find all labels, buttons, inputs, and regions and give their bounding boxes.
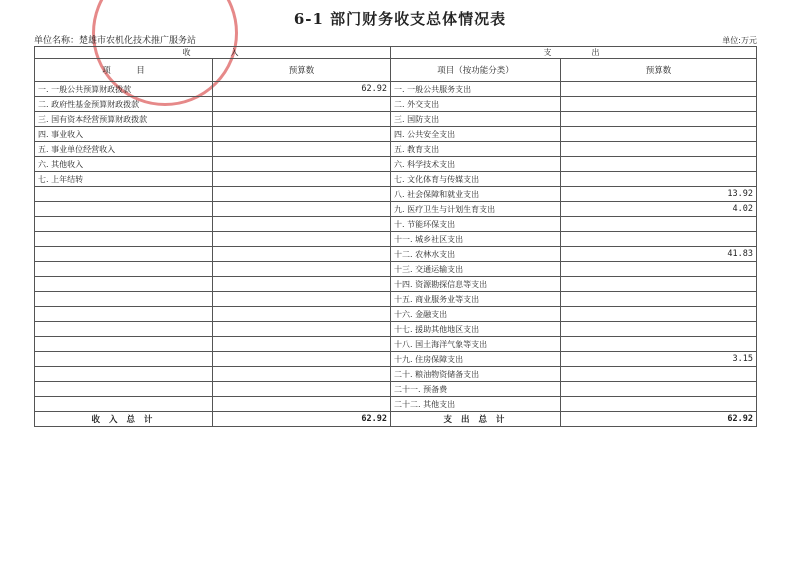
table-row (35, 142, 757, 157)
expense-budget-cell (561, 142, 757, 157)
income-budget-cell (213, 277, 391, 292)
expense-budget-cell (561, 232, 757, 247)
expense-item-cell: 十五. 商业服务业等支出 (391, 292, 561, 307)
expense-section-header: 支 出 (391, 47, 757, 59)
table-row (35, 247, 757, 262)
income-item-cell: 二. 政府性基金预算财政拨款 (35, 97, 213, 112)
expense-item-cell: 十二. 农林水支出 (391, 247, 561, 262)
expense-budget-cell (561, 322, 757, 337)
income-item-cell (35, 397, 213, 412)
income-item-cell (35, 247, 213, 262)
table-row (35, 112, 757, 127)
income-budget-cell (213, 292, 391, 307)
table-row (35, 217, 757, 232)
income-budget-cell (213, 97, 391, 112)
currency-unit-label: 单位:万元 (722, 36, 757, 45)
expense-item-cell: 八. 社会保障和就业支出 (391, 187, 561, 202)
table-row (35, 187, 757, 202)
income-item-cell (35, 307, 213, 322)
expense-item-cell: 十. 节能环保支出 (391, 217, 561, 232)
income-budget-cell: 62.92 (213, 82, 391, 97)
expense-budget-cell: 4.02 (561, 202, 757, 217)
income-item-cell: 一. 一般公共预算财政拨款 (35, 82, 213, 97)
expense-budget-cell (561, 277, 757, 292)
expense-item-cell: 十三. 交通运输支出 (391, 262, 561, 277)
income-budget-cell (213, 232, 391, 247)
expense-item-cell: 十一. 城乡社区支出 (391, 232, 561, 247)
table-row (35, 292, 757, 307)
income-item-header: 项 目 (35, 59, 213, 82)
income-item-cell (35, 262, 213, 277)
income-item-cell (35, 217, 213, 232)
total-row (35, 412, 757, 427)
table-row (35, 157, 757, 172)
expense-budget-cell: 13.92 (561, 187, 757, 202)
income-item-cell (35, 337, 213, 352)
table-row (35, 127, 757, 142)
finance-summary-table (34, 46, 757, 427)
expense-item-cell: 二. 外交支出 (391, 97, 561, 112)
income-budget-cell (213, 217, 391, 232)
income-budget-cell (213, 127, 391, 142)
expense-budget-cell (561, 307, 757, 322)
table-row (35, 97, 757, 112)
expense-budget-cell (561, 292, 757, 307)
column-header-row (35, 59, 757, 82)
expense-budget-header: 预算数 (561, 59, 757, 82)
income-item-cell: 六. 其他收入 (35, 157, 213, 172)
income-budget-cell (213, 112, 391, 127)
table-row (35, 307, 757, 322)
income-item-cell: 四. 事业收入 (35, 127, 213, 142)
expense-budget-cell (561, 382, 757, 397)
expense-budget-cell (561, 217, 757, 232)
table-row (35, 337, 757, 352)
expense-total-label: 支 出 总 计 (391, 412, 561, 427)
expense-budget-cell: 41.83 (561, 247, 757, 262)
unit-name-label: 单位名称：楚雄市农机化技术推广服务站 (34, 36, 197, 46)
income-item-cell (35, 277, 213, 292)
expense-budget-cell (561, 112, 757, 127)
page-title: 6-1 部门财务收支总体情况表 (293, 10, 507, 28)
expense-budget-cell (561, 337, 757, 352)
expense-item-cell: 五. 教育支出 (391, 142, 561, 157)
income-budget-cell (213, 337, 391, 352)
income-item-cell (35, 232, 213, 247)
expense-budget-cell (561, 172, 757, 187)
expense-budget-cell (561, 157, 757, 172)
income-total-label: 收 入 总 计 (35, 412, 213, 427)
table-row (35, 277, 757, 292)
income-item-cell (35, 292, 213, 307)
expense-budget-cell (561, 97, 757, 112)
table-row (35, 352, 757, 367)
income-budget-cell (213, 157, 391, 172)
income-budget-cell (213, 367, 391, 382)
expense-budget-cell (561, 127, 757, 142)
income-total-value: 62.92 (213, 412, 391, 427)
expense-item-header: 项目（按功能分类） (391, 59, 561, 82)
income-item-cell (35, 367, 213, 382)
income-budget-cell (213, 187, 391, 202)
expense-item-cell: 十九. 住房保障支出 (391, 352, 561, 367)
expense-item-cell: 二十. 粮油物资储备支出 (391, 367, 561, 382)
income-budget-header: 预算数 (213, 59, 391, 82)
income-budget-cell (213, 247, 391, 262)
table-row (35, 397, 757, 412)
income-budget-cell (213, 202, 391, 217)
income-item-cell (35, 187, 213, 202)
expense-item-cell: 十七. 援助其他地区支出 (391, 322, 561, 337)
expense-budget-cell (561, 262, 757, 277)
expense-item-cell: 七. 文化体育与传媒支出 (391, 172, 561, 187)
table-row (35, 172, 757, 187)
income-item-cell (35, 352, 213, 367)
income-budget-cell (213, 307, 391, 322)
income-budget-cell (213, 382, 391, 397)
table-row (35, 82, 757, 97)
expense-budget-cell (561, 367, 757, 382)
expense-item-cell: 九. 医疗卫生与计划生育支出 (391, 202, 561, 217)
table-row (35, 367, 757, 382)
income-budget-cell (213, 142, 391, 157)
income-item-cell: 三. 国有资本经营预算财政拨款 (35, 112, 213, 127)
income-item-cell (35, 382, 213, 397)
table-row (35, 382, 757, 397)
section-header-row (35, 47, 757, 59)
income-item-cell (35, 322, 213, 337)
expense-total-value: 62.92 (561, 412, 757, 427)
income-budget-cell (213, 352, 391, 367)
expense-budget-cell: 3.15 (561, 352, 757, 367)
expense-item-cell: 六. 科学技术支出 (391, 157, 561, 172)
expense-item-cell: 十四. 资源勘探信息等支出 (391, 277, 561, 292)
income-section-header: 收 入 (35, 47, 391, 59)
income-budget-cell (213, 172, 391, 187)
income-budget-cell (213, 262, 391, 277)
table-row (35, 322, 757, 337)
income-item-cell: 五. 事业单位经营收入 (35, 142, 213, 157)
expense-budget-cell (561, 82, 757, 97)
expense-item-cell: 十八. 国土海洋气象等支出 (391, 337, 561, 352)
expense-item-cell: 一. 一般公共服务支出 (391, 82, 561, 97)
table-row (35, 232, 757, 247)
expense-item-cell: 四. 公共安全支出 (391, 127, 561, 142)
income-budget-cell (213, 397, 391, 412)
income-item-cell (35, 202, 213, 217)
expense-budget-cell (561, 397, 757, 412)
table-row (35, 262, 757, 277)
income-budget-cell (213, 322, 391, 337)
expense-item-cell: 二十一. 预备费 (391, 382, 561, 397)
expense-item-cell: 十六. 金融支出 (391, 307, 561, 322)
expense-item-cell: 二十二. 其他支出 (391, 397, 561, 412)
income-item-cell: 七. 上年结转 (35, 172, 213, 187)
expense-item-cell: 三. 国防支出 (391, 112, 561, 127)
table-row (35, 202, 757, 217)
